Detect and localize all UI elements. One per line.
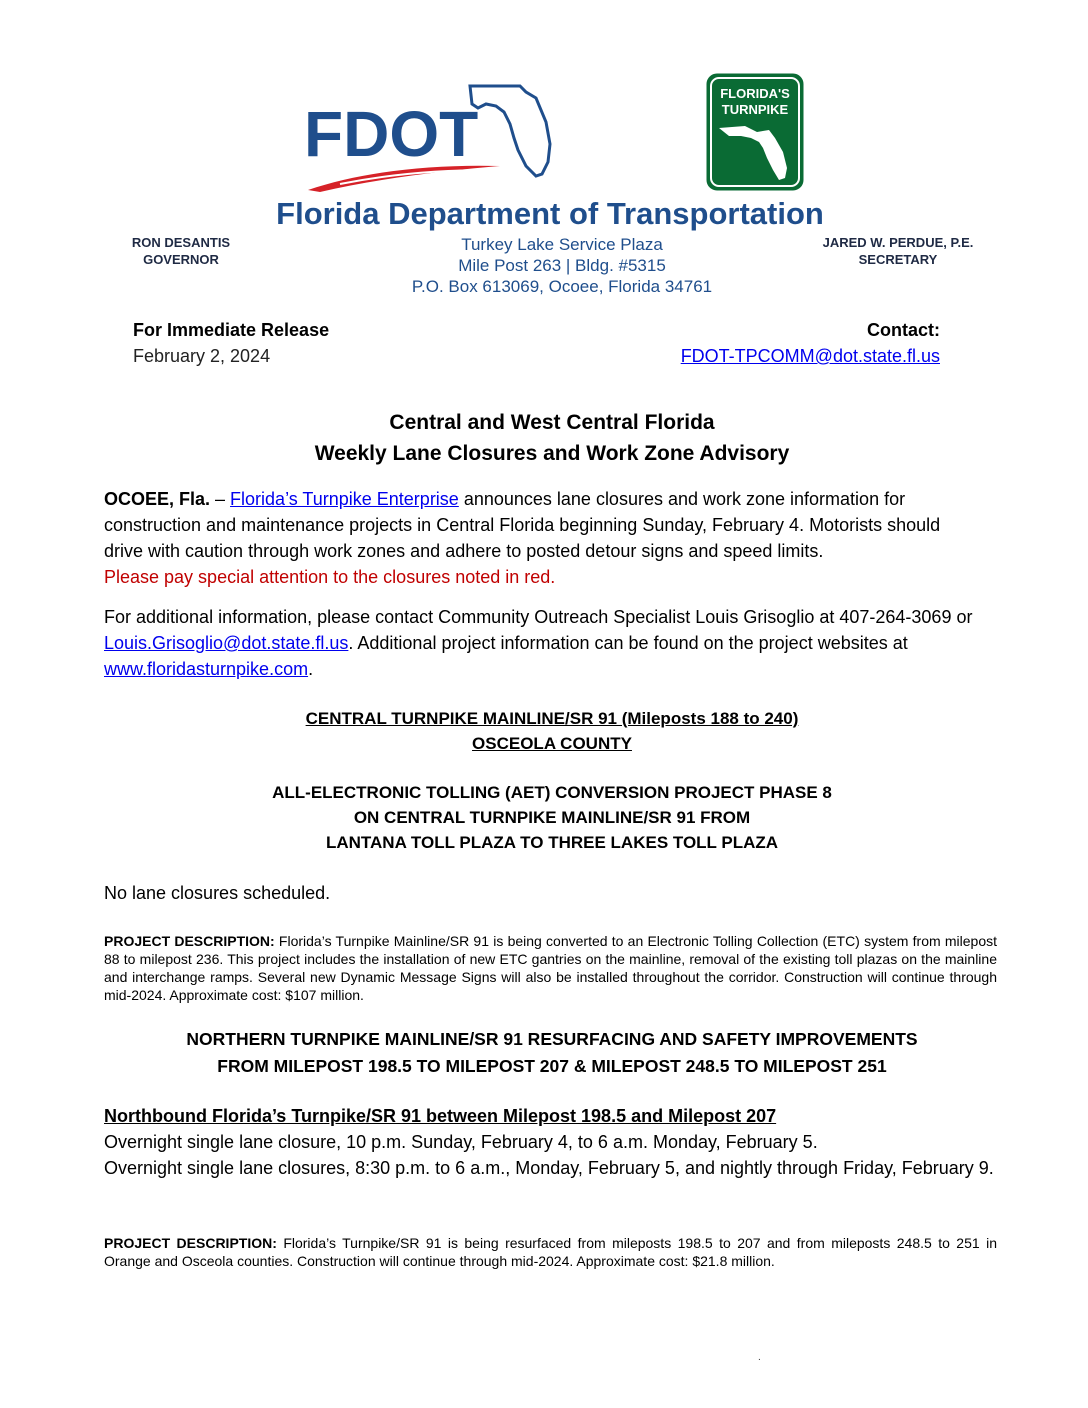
northbound-subheading: Northbound Florida’s Turnpike/SR 91 between Milepost 198.5 and Milepost 207 [104,1106,777,1126]
headline-line-1: Central and West Central Florida [389,411,715,434]
dateline: OCOEE, Fla. [104,489,211,509]
headline-line-2: Weekly Lane Closures and Work Zone Advisory [314,442,790,465]
project-resurfacing-description: PROJECT DESCRIPTION: Florida’s Turnpike/SR 91 is being resurfaced from mileposts 198.5 to 207 and from mileposts 248.5 to 251 in Orange and Osceola counties. Construction will continue through mid-2024. Approximate cost: $21.8 million. [104,1235,997,1269]
contact-email-container [681,346,940,367]
intro-paragraph: OCOEE, Fla. – Florida’s Turnpike Enterprise announces lane closures and work zone information for construction and maintenance projects in Central Florida beginning Sunday, February 4. Motorists should drive with caution through work zones and adhere to posted detour signs and speed limits. Please pay special attention to the closures noted in red. [104,486,984,590]
contact-paragraph: For additional information, please contact Community Outreach Specialist Louis Grisoglio at 407-264-3069 or Louis.Grisoglio@dot.state.fl.us. Additional project information can be found on the project websites at www.floridasturnpike.com. [104,607,973,679]
svg-text:FLORIDA'S: FLORIDA'S [720,86,790,101]
red-note: Please pay special attention to the closures noted in red. [104,567,556,587]
address-line-3: P.O. Box 613069, Ocoee, Florida 34761 [411,277,713,296]
governor-block [108,234,254,268]
fdot-logo [300,78,552,196]
secretary-title: SECRETARY [858,252,938,267]
intro-text: announces lane closures and work zone information for construction and maintenance projects in Central Florida beginning Sunday, February 4. Motorists should drive with caution through work zones and adhere to posted detour signs and speed limits. [104,489,941,561]
address-line-2: Mile Post 263 | Bldg. #5315 [458,256,666,275]
footer-mark: . [758,1352,761,1363]
release-label: For Immediate Release [133,320,330,340]
project-aet-description: PROJECT DESCRIPTION: Florida’s Turnpike Mainline/SR 91 is being converted to an Electronic Tolling Collection (ETC) system from milepost 88 to milepost 236. This project includes the installation of new ETC gantries on the mainline, removal of the existing toll plazas on the mainline and interchange ramps. Several new Dynamic Message Signs will also be installed throughout the corridor. Construction will continue through mid-2024. Approximate cost: $107 million. [104,933,997,1003]
secretary-block [800,234,996,268]
section-central-heading [0,706,1088,756]
grisoglio-email-link[interactable]: Louis.Grisoglio@dot.state.fl.us [104,633,349,653]
contact-label: Contact: [867,320,940,340]
address-line-1: Turkey Lake Service Plaza [461,235,663,254]
agency-title: Florida Department of Transportation [276,196,824,231]
contact-email-link[interactable]: FDOT-TPCOMM@dot.state.fl.us [680,346,940,366]
governor-title: GOVERNOR [143,252,219,267]
section-central-line-1: CENTRAL TURNPIKE MAINLINE/SR 91 (Mileposts 188 to 240) [305,709,799,728]
headline [0,407,1088,469]
section-central-line-2: OSCEOLA COUNTY [472,734,632,753]
project-aet-closures: No lane closures scheduled. [104,883,331,903]
turnpike-website-link[interactable]: www.floridasturnpike.com [104,659,309,679]
closure-1: Overnight single lane closure, 10 p.m. Sunday, February 4, to 6 a.m. Monday, February 5. [104,1132,818,1152]
turnpike-enterprise-link[interactable]: Florida’s Turnpike Enterprise [230,489,459,509]
closure-2: Overnight single lane closures, 8:30 p.m. to 6 a.m., Monday, February 5, and nightly through Friday, February 9. [104,1158,994,1178]
fdot-wordmark: FDOT [304,98,479,170]
address-block [380,234,744,297]
secretary-name: JARED W. PERDUE, P.E. [822,235,974,250]
svg-text:TURNPIKE: TURNPIKE [721,102,789,117]
project-aet-title: ALL-ELECTRONIC TOLLING (AET) CONVERSION PROJECT PHASE 8 ON CENTRAL TURNPIKE MAINLINE/SR 91 FROM LANTANA TOLL PLAZA TO THREE LAKES TOLL PLAZA [272,783,832,852]
governor-name: RON DESANTIS [131,235,231,250]
release-date: February 2, 2024 [133,346,271,366]
turnpike-logo [705,72,805,192]
project-resurfacing-title: NORTHERN TURNPIKE MAINLINE/SR 91 RESURFACING AND SAFETY IMPROVEMENTS FROM MILEPOST 198.5 TO MILEPOST 207 & MILEPOST 248.5 TO MILEPOST 251 [186,1029,918,1076]
project-resurfacing-closures [104,1103,1001,1181]
